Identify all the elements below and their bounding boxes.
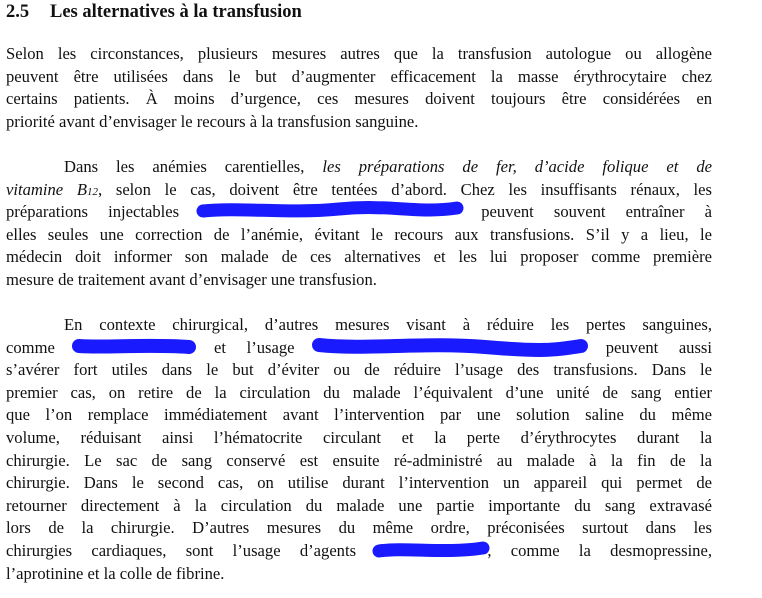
text-line [6,540,712,563]
text-run: peuvent souvent entraîner à [481,202,712,222]
redaction-mark [315,340,585,354]
text-line [6,156,712,179]
redaction-mark [75,340,193,354]
paragraph-2 [6,156,712,292]
text-line: elles seules une correction de l’anémie, évitant le recours aux transfusions. S’il y a lieu, le [6,224,712,244]
text-line: médecin doit informer son malade de ces alternatives et les lui proposer comme première [6,247,712,267]
text-line: retourner directement à la circulation du malade une partie importante du sang extravasé [6,495,712,515]
text-line: Selon les circonstances, plusieurs mesures autres que la transfusion autologue ou allogène [6,44,712,63]
text-line: peuvent être utilisées dans le but d’augmenter efficacement la masse érythrocytaire chez [6,66,712,86]
text-line: que l’on remplace immédiatement avant l’intervention par une solution saline du même [6,405,712,425]
section-number: 2.5 [6,2,30,22]
text-line: lors de la chirurgie. D’autres mesures du même ordre, préconisées surtout dans les [6,518,712,538]
redaction-mark [199,204,461,218]
italic-run: les préparations de fer, d’acide folique et de [322,157,712,176]
text-line: s’avérer fort utiles dans le but d’éviter ou de réduire l’usage des transfusions. Dans le [6,360,712,380]
text-line: mesure de traitement avant d’envisager une transfusion. [6,269,377,289]
italic-text: vitamine B [6,179,87,199]
text-line: En contexte chirurgical, d’autres mesures visant à réduire les pertes sanguines, [64,315,712,334]
text-line: l’aprotinine et la colle de fibrine. [6,563,225,583]
text-run: chirurgies cardiaques, sont l’usage d’agents [6,540,357,560]
text-line [6,179,712,202]
text-line [6,201,712,224]
text-run: et l’usage [214,337,295,357]
text-run: Dans les anémies carentielles, [64,157,323,176]
text-run: , comme la desmopressine, [487,540,712,560]
subscript: 12 [87,185,98,198]
text-line: certains patients. À moins d’urgence, ces mesures doivent toujours être considérées en [6,89,712,109]
text-line: chirurgie. Le sac de sang conservé est ensuite ré-administré au malade à la fin de la [6,450,712,470]
text-line: volume, réduisant ainsi l’hématocrite circulant et la perte d’érythrocytes durant la [6,427,712,447]
redaction-mark [375,543,487,557]
paragraph-3 [6,314,712,585]
text-run: comme [6,337,55,357]
paragraph-1 [6,43,712,133]
text-run: , selon le cas, doivent être tentées d’abord. Chez les insuffisants rénaux, les [98,179,712,199]
text-run: préparations injectables [6,202,180,222]
italic-run [6,180,98,199]
text-line [6,337,712,360]
section-heading [6,2,302,23]
text-line: priorité avant d’envisager le recours à la transfusion sanguine. [6,111,419,131]
text-run: peuvent aussi [605,337,713,357]
text-line: chirurgie. Dans le second cas, on utilise durant l’intervention un appareil qui permet de [6,473,712,493]
section-title: Les alternatives à la transfusion [50,2,302,22]
text-line: premier cas, on retire de la circulation du malade l’équivalent d’une unité de sang entier [6,382,712,402]
